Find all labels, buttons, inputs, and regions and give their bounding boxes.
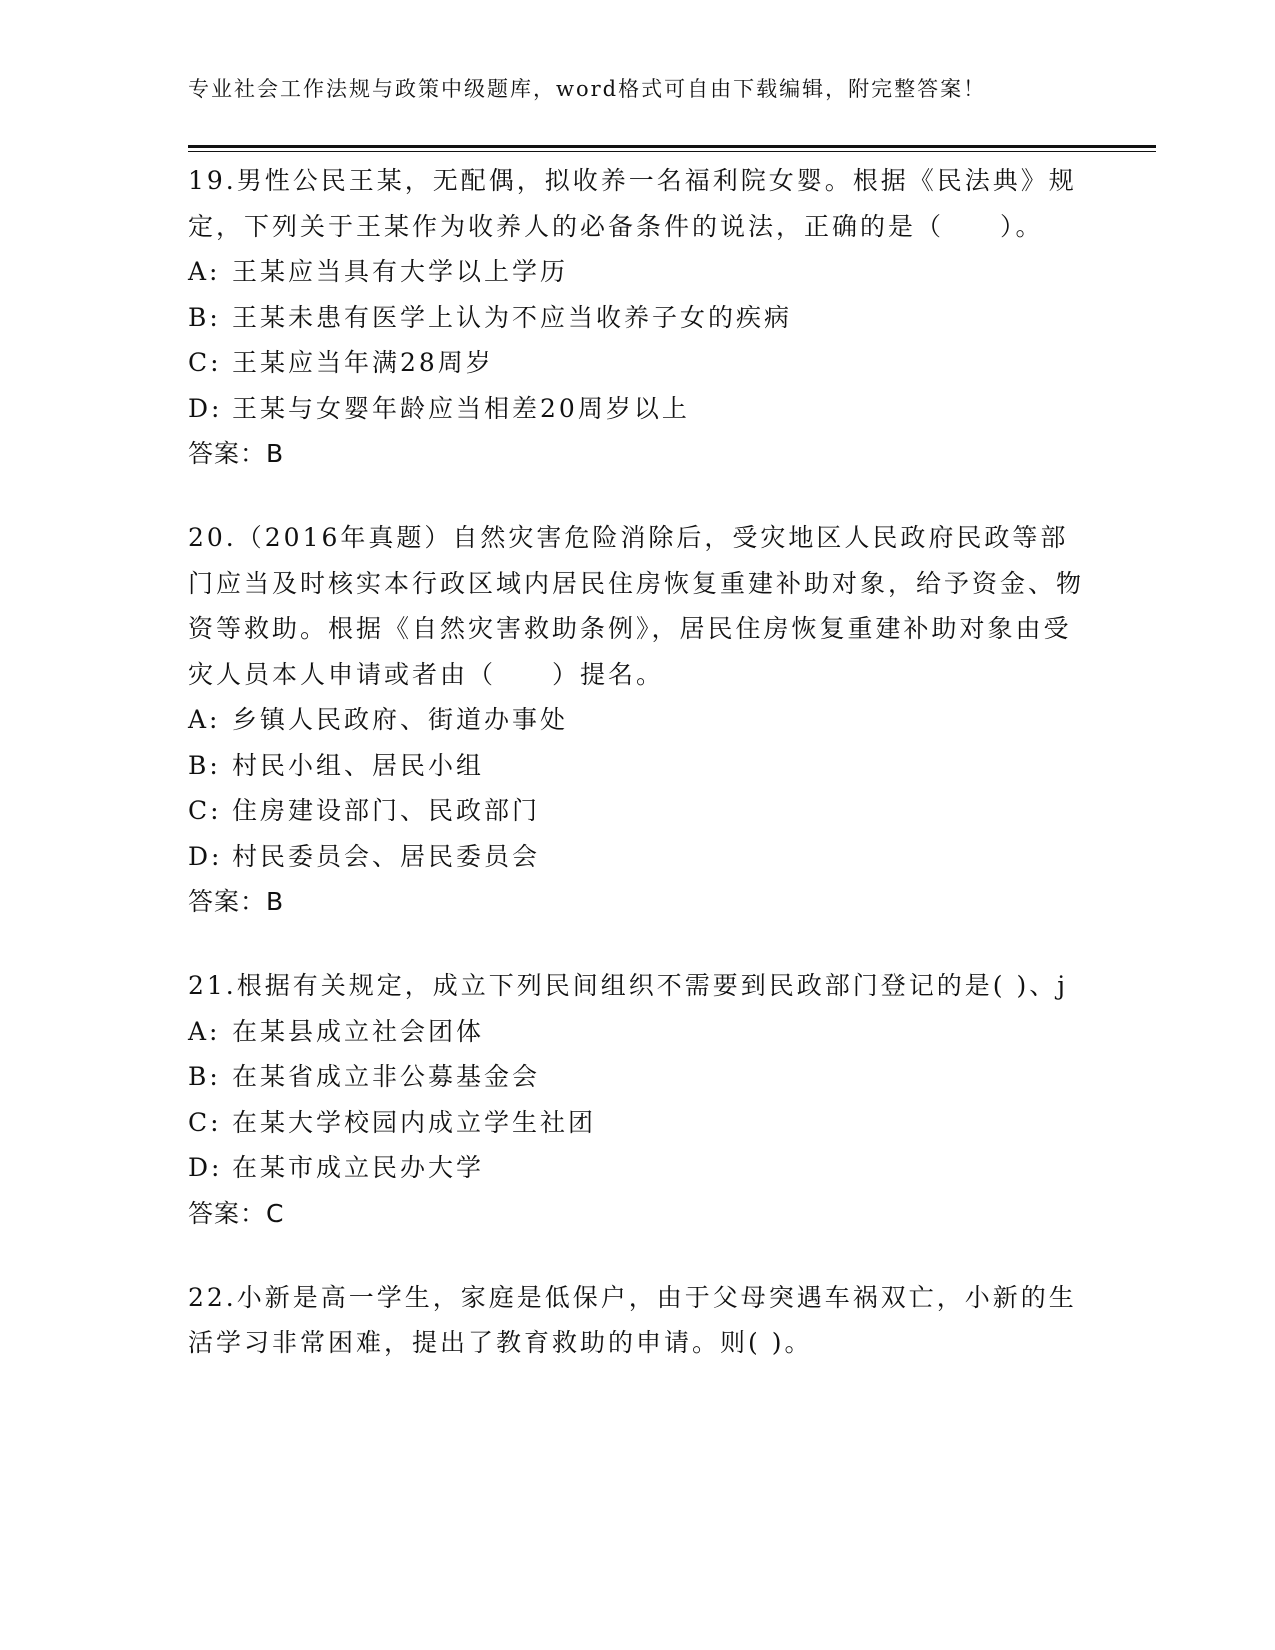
option-a bbox=[188, 697, 1088, 743]
option-text: 在某省成立非公募基金会 bbox=[232, 1062, 541, 1091]
option-letter: D: bbox=[188, 393, 223, 423]
option-d bbox=[188, 834, 1088, 880]
answer-line: 答案：B bbox=[188, 439, 285, 468]
option-letter: C: bbox=[188, 796, 222, 825]
option-text: 村民小组、居民小组 bbox=[232, 750, 485, 780]
option-letter: D: bbox=[188, 1153, 223, 1182]
option-letter: B: bbox=[188, 1062, 221, 1091]
header-rule-thin bbox=[188, 151, 1156, 152]
question-19 bbox=[188, 158, 1088, 477]
option-letter: B: bbox=[188, 750, 221, 780]
option-letter: C: bbox=[188, 348, 222, 377]
question-22 bbox=[188, 1275, 1088, 1366]
question-list bbox=[188, 158, 1088, 1404]
option-letter: A: bbox=[188, 705, 221, 734]
question-20 bbox=[188, 515, 1088, 925]
option-text: 乡镇人民政府、街道办事处 bbox=[232, 705, 569, 734]
option-c bbox=[188, 340, 1088, 386]
option-list bbox=[188, 1009, 1088, 1191]
answer-line: 答案：C bbox=[188, 1198, 285, 1228]
question-text: 20.（2016年真题）自然灾害危险消除后，受灾地区人民政府民政等部门应当及时核实本行政区域内居民住房恢复重建补助对象，给予资金、物资等救助。根据《自然灾害救助条例》，居民住房恢复重建补助对象由受灾人员本人申请或者由（ ）提名。 bbox=[188, 523, 1085, 689]
option-text: 在某大学校园内成立学生社团 bbox=[232, 1107, 597, 1137]
option-text: 在某市成立民办大学 bbox=[232, 1153, 485, 1182]
option-d bbox=[188, 1145, 1088, 1191]
question-text: 22.小新是高一学生，家庭是低保户，由于父母突遇车祸双亡，小新的生活学习非常困难，提出了教育救助的申请。则( )。 bbox=[188, 1282, 1077, 1357]
option-text: 王某与女婴年龄应当相差20周岁以上 bbox=[232, 393, 690, 423]
option-b bbox=[188, 743, 1088, 789]
option-b bbox=[188, 295, 1088, 341]
option-d bbox=[188, 386, 1088, 432]
option-b bbox=[188, 1054, 1088, 1100]
option-text: 王某未患有医学上认为不应当收养子女的疾病 bbox=[232, 302, 793, 332]
option-letter: B: bbox=[188, 302, 221, 332]
question-text: 19.男性公民王某，无配偶，拟收养一名福利院女婴。根据《民法典》规定，下列关于王某作为收养人的必备条件的说法，正确的是（ ）。 bbox=[188, 166, 1077, 241]
option-letter: A: bbox=[188, 257, 221, 286]
option-a bbox=[188, 249, 1088, 295]
page-header: 专业社会工作法规与政策中级题库，word格式可自由下载编辑，附完整答案！ bbox=[188, 77, 987, 101]
option-text: 住房建设部门、民政部门 bbox=[232, 796, 541, 825]
question-text: 21.根据有关规定，成立下列民间组织不需要到民政部门登记的是( )、j bbox=[188, 971, 1068, 1000]
option-letter: C: bbox=[188, 1107, 222, 1137]
question-21 bbox=[188, 963, 1088, 1237]
option-c bbox=[188, 1100, 1088, 1146]
option-list bbox=[188, 697, 1088, 879]
option-text: 在某县成立社会团体 bbox=[232, 1016, 485, 1046]
option-text: 村民委员会、居民委员会 bbox=[232, 841, 541, 871]
option-text: 王某应当具有大学以上学历 bbox=[232, 257, 569, 286]
option-letter: A: bbox=[188, 1016, 221, 1046]
header-rule-thick bbox=[188, 145, 1156, 148]
option-list bbox=[188, 249, 1088, 431]
option-a bbox=[188, 1009, 1088, 1055]
option-c bbox=[188, 788, 1088, 834]
option-letter: D: bbox=[188, 841, 223, 871]
answer-line: 答案：B bbox=[188, 887, 285, 916]
option-text: 王某应当年满28周岁 bbox=[232, 348, 494, 377]
